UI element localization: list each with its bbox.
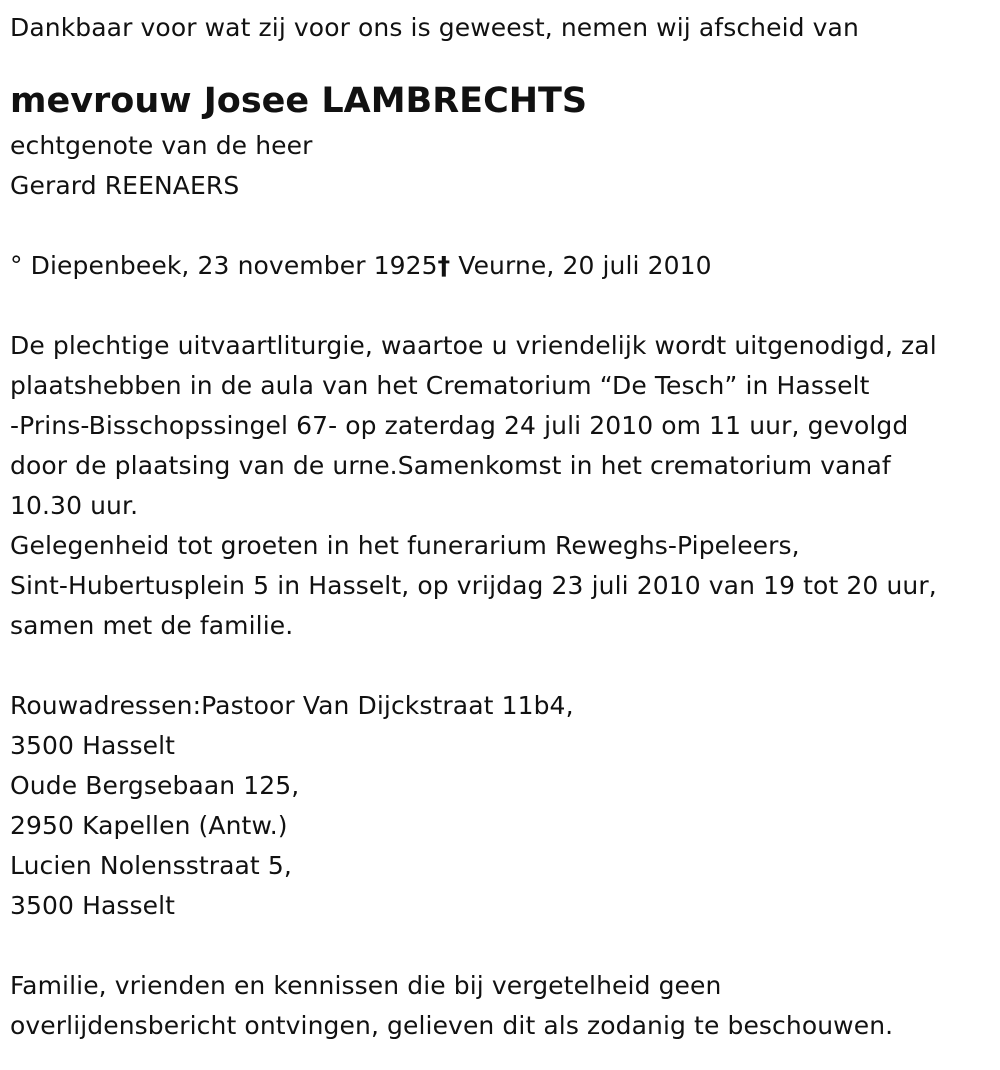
- deceased-name: mevrouw Josee LAMBRECHTS: [10, 81, 588, 121]
- closing-paragraph: [10, 966, 995, 1046]
- death-date: Veurne, 20 juli 2010: [450, 251, 712, 280]
- mourning-addresses: [10, 686, 995, 926]
- address-line: 2950 Kapellen (Antw.): [10, 811, 288, 840]
- life-dates: [10, 246, 995, 286]
- intro-text: Dankbaar voor wat zij voor ons is geweest, nemen wij afscheid van: [10, 13, 859, 42]
- ceremony-line: 10.30 uur.: [10, 491, 139, 520]
- spacer: [10, 286, 995, 326]
- ceremony-line: samen met de familie.: [10, 611, 294, 640]
- obituary-notice: [10, 8, 995, 1046]
- death-cross-icon: †: [437, 251, 451, 280]
- spacer: [10, 926, 995, 966]
- spacer: [10, 206, 995, 246]
- spouse-line-1: echtgenote van de heer: [10, 131, 313, 160]
- address-line: Rouwadressen:Pastoor Van Dijckstraat 11b4,: [10, 691, 574, 720]
- ceremony-paragraph: [10, 326, 995, 646]
- ceremony-line: De plechtige uitvaartliturgie, waartoe u vriendelijk wordt uitgenodigd, zal: [10, 331, 937, 360]
- ceremony-line: -Prins-Bisschopssingel 67- op zaterdag 24 juli 2010 om 11 uur, gevolgd: [10, 411, 909, 440]
- spacer: [10, 646, 995, 686]
- address-line: Lucien Nolensstraat 5,: [10, 851, 292, 880]
- ceremony-line: plaatshebben in de aula van het Crematorium “De Tesch” in Hasselt: [10, 371, 870, 400]
- ceremony-line: Sint-Hubertusplein 5 in Hasselt, op vrijdag 23 juli 2010 van 19 tot 20 uur,: [10, 571, 937, 600]
- address-line: 3500 Hasselt: [10, 731, 176, 760]
- address-line: 3500 Hasselt: [10, 891, 176, 920]
- closing-line: Familie, vrienden en kennissen die bij vergetelheid geen: [10, 971, 722, 1000]
- ceremony-line: Gelegenheid tot groeten in het funerarium Reweghs-Pipeleers,: [10, 531, 800, 560]
- ceremony-line: door de plaatsing van de urne.Samenkomst in het crematorium vanaf: [10, 451, 891, 480]
- address-line: Oude Bergsebaan 125,: [10, 771, 300, 800]
- closing-line: overlijdensbericht ontvingen, gelieven dit als zodanig te beschouwen.: [10, 1011, 894, 1040]
- birth-date: ° Diepenbeek, 23 november 1925: [10, 251, 438, 280]
- spouse-line-2: Gerard REENAERS: [10, 171, 240, 200]
